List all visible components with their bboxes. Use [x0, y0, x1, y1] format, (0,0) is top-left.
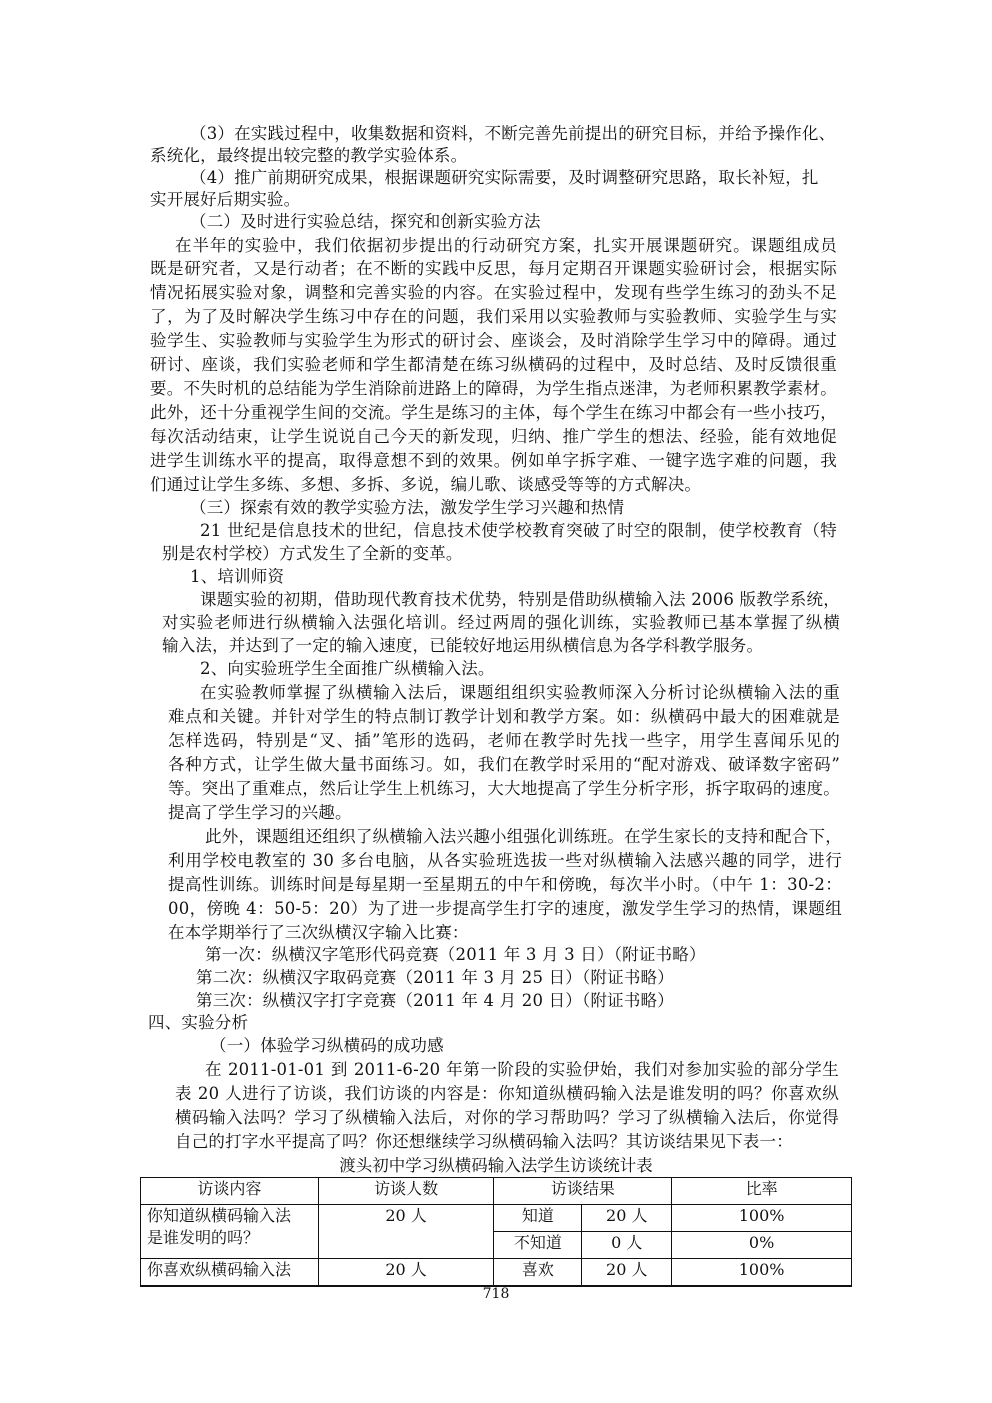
table-cell-answer: 不知道 — [494, 1232, 582, 1259]
section-heading: （二）及时进行实验总结，探究和创新实验方法 — [190, 212, 541, 231]
table-cell-question: 你喜欢纵横码输入法 — [141, 1259, 319, 1287]
paragraph-line: 实开展好后期实验。 — [150, 190, 301, 209]
competition-line: 第一次：纵横汉字笔形代码竞赛（2011 年 3 月 3 日）（附证书略） — [205, 945, 706, 964]
paragraph-line: 难点和关键。并针对学生的特点制订教学计划和教学方案。如：纵横码中最大的困难就是 — [168, 707, 840, 726]
paragraph-line: 情况拓展实验对象，调整和完善实验的内容。在实验过程中，发现有些学生练习的劲头不足 — [150, 283, 837, 302]
table-header: 访谈人数 — [318, 1178, 494, 1205]
table-cell-question — [141, 1205, 319, 1259]
paragraph-line: 在实验教师掌握了纵横输入法后，课题组组织实验教师深入分析讨论纵横输入法的重 — [200, 683, 840, 702]
table-cell-number: 20 人 — [582, 1205, 672, 1232]
paragraph-line: 各种方式，让学生做大量书面练习。如，我们在教学时采用的“配对游戏、破译数字密码” — [168, 755, 840, 774]
paragraph-line: 进学生训练水平的提高，取得意想不到的效果。例如单字拆字难、一键字选字难的问题，我 — [150, 451, 837, 470]
table-cell-rate: 100% — [672, 1205, 852, 1232]
table-row — [141, 1259, 852, 1287]
paragraph-line: 在半年的实验中，我们依据初步提出的行动研究方案，扎实开展课题研究。课题组成员 — [175, 236, 837, 255]
paragraph-line: 怎样选码，特别是“叉、插”笔形的选码，老师在教学时先找一些字，用学生喜闻乐见的 — [168, 731, 840, 750]
table-cell-number: 20 人 — [582, 1259, 672, 1287]
paragraph-line: 在 2011-01-01 到 2011-6-20 年第一阶段的实验伊始，我们对参加实验的部分学生 — [205, 1060, 839, 1079]
table-cell-rate: 0% — [672, 1232, 852, 1259]
table-row — [141, 1205, 852, 1232]
table-cell-rate: 100% — [672, 1259, 852, 1287]
paragraph-line: 提高性训练。训练时间是每星期一至星期五的中午和傍晚，每次半小时。（中午 1：30-2： — [168, 875, 842, 894]
paragraph-line: 每次活动结束，让学生说说自己今天的新发现，归纳、推广学生的想法、经验，能有效地促 — [150, 427, 837, 446]
paragraph-line: 验学生、实验教师与实验学生为形式的研讨会、座谈会，及时消除学生学习中的障碍。通过 — [150, 331, 837, 350]
table-cell-number: 0 人 — [582, 1232, 672, 1259]
table-cell-answer: 喜欢 — [494, 1259, 582, 1287]
paragraph-line: 表 20 人进行了访谈，我们访谈的内容是：你知道纵横码输入法是谁发明的吗？你喜欢纵 — [175, 1084, 839, 1103]
paragraph-line: 了，为了及时解决学生练习中存在的问题，我们采用以实验教师与实验教师、实验学生与实 — [150, 307, 837, 326]
competition-line: 第二次：纵横汉字取码竞赛（2011 年 3 月 25 日）（附证书略） — [196, 968, 674, 987]
paragraph-line: 00，傍晚 4：50-5：20）为了进一步提高学生打字的速度，激发学生学习的热情，课题组 — [168, 899, 842, 918]
paragraph-line: 等。突出了重难点，然后让学生上机练习，大大地提高了学生分析字形，拆字取码的速度。 — [168, 779, 840, 798]
table-caption: 渡头初中学习纵横码输入法学生访谈统计表 — [339, 1156, 653, 1175]
paragraph-line: 此外，还十分重视学生间的交流。学生是练习的主体，每个学生在练习中都会有一些小技巧， — [150, 403, 837, 422]
table-cell-count: 20 人 — [318, 1205, 494, 1259]
paragraph-line: 横码输入法吗？学习了纵横输入法后，对你的学习帮助吗？学习了纵横输入法后，你觉得 — [175, 1108, 839, 1127]
table-header-row — [141, 1178, 852, 1205]
paragraph-line: 要。不失时机的总结能为学生消除前进路上的障碍，为学生指点迷津，为老师积累教学素材。 — [150, 379, 837, 398]
paragraph-line: 自己的打字水平提高了吗？你还想继续学习纵横码输入法吗？其访谈结果见下表一： — [175, 1132, 793, 1151]
section-heading: 四、实验分析 — [148, 1013, 249, 1032]
paragraph-line: （4）推广前期研究成果，根据课题研究实际需要，及时调整研究思路，取长补短，扎 — [190, 168, 819, 187]
section-heading: （三）探索有效的教学实验方法，激发学生学习兴趣和热情 — [190, 498, 625, 517]
paragraph-line: 输入法，并达到了一定的输入速度，已能较好地运用纵横信息为各学科教学服务。 — [162, 636, 764, 655]
paragraph-line: 利用学校电教室的 30 多台电脑，从各实验班选拔一些对纵横输入法感兴趣的同学，进行 — [168, 851, 842, 870]
page-number: 718 — [482, 1286, 510, 1302]
subsection-heading: 1、培训师资 — [190, 567, 285, 586]
paragraph-line: 21 世纪是信息技术的世纪，信息技术使学校教育突破了时空的限制，使学校教育（特 — [200, 521, 837, 540]
paragraph-line: 此外，课题组还组织了纵横输入法兴趣小组强化训练班。在学生家长的支持和配合下， — [205, 827, 842, 846]
paragraph-line: 研讨、座谈，我们实验老师和学生都清楚在练习纵横码的过程中，及时总结、及时反馈很重 — [150, 355, 837, 374]
paragraph-line: 提高了学生学习的兴趣。 — [168, 803, 352, 822]
table-cell-count: 20 人 — [318, 1259, 494, 1287]
table-cell-answer: 知道 — [494, 1205, 582, 1232]
paragraph-line: 在本学期举行了三次纵横汉字输入比赛： — [168, 923, 469, 942]
table-header: 访谈结果 — [494, 1178, 672, 1205]
paragraph-line: 课题实验的初期，借助现代教育技术优势，特别是借助纵横输入法 2006 版教学系统， — [200, 590, 840, 609]
table-header: 访谈内容 — [141, 1178, 319, 1205]
paragraph-line: 系统化，最终提出较完整的教学实验体系。 — [150, 146, 468, 165]
paragraph-line: 对实验老师进行纵横输入法强化培训。经过两周的强化训练，实验教师已基本掌握了纵横 — [162, 613, 840, 632]
paragraph-line: （3）在实践过程中，收集数据和资料，不断完善先前提出的研究目标，并给予操作化、 — [190, 124, 836, 143]
competition-line: 第三次：纵横汉字打字竞赛（2011 年 4 月 20 日）（附证书略） — [196, 991, 674, 1010]
table-header: 比率 — [672, 1178, 852, 1205]
subsection-heading: 2、向实验班学生全面推广纵横输入法。 — [200, 659, 495, 678]
paragraph-line: 们通过让学生多练、多想、多拆、多说，编儿歌、谈感受等等的方式解决。 — [150, 475, 702, 494]
paragraph-line: 别是农村学校）方式发生了全新的变革。 — [162, 544, 463, 563]
interview-stat-table — [140, 1177, 852, 1287]
question-line: 你知道纵横码输入法 — [147, 1206, 292, 1225]
subsection-heading: （一）体验学习纵横码的成功感 — [210, 1036, 444, 1055]
question-line: 是谁发明的吗？ — [147, 1228, 260, 1247]
paragraph-line: 既是研究者，又是行动者；在不断的实践中反思，每月定期召开课题实验研讨会，根据实际 — [150, 259, 837, 278]
